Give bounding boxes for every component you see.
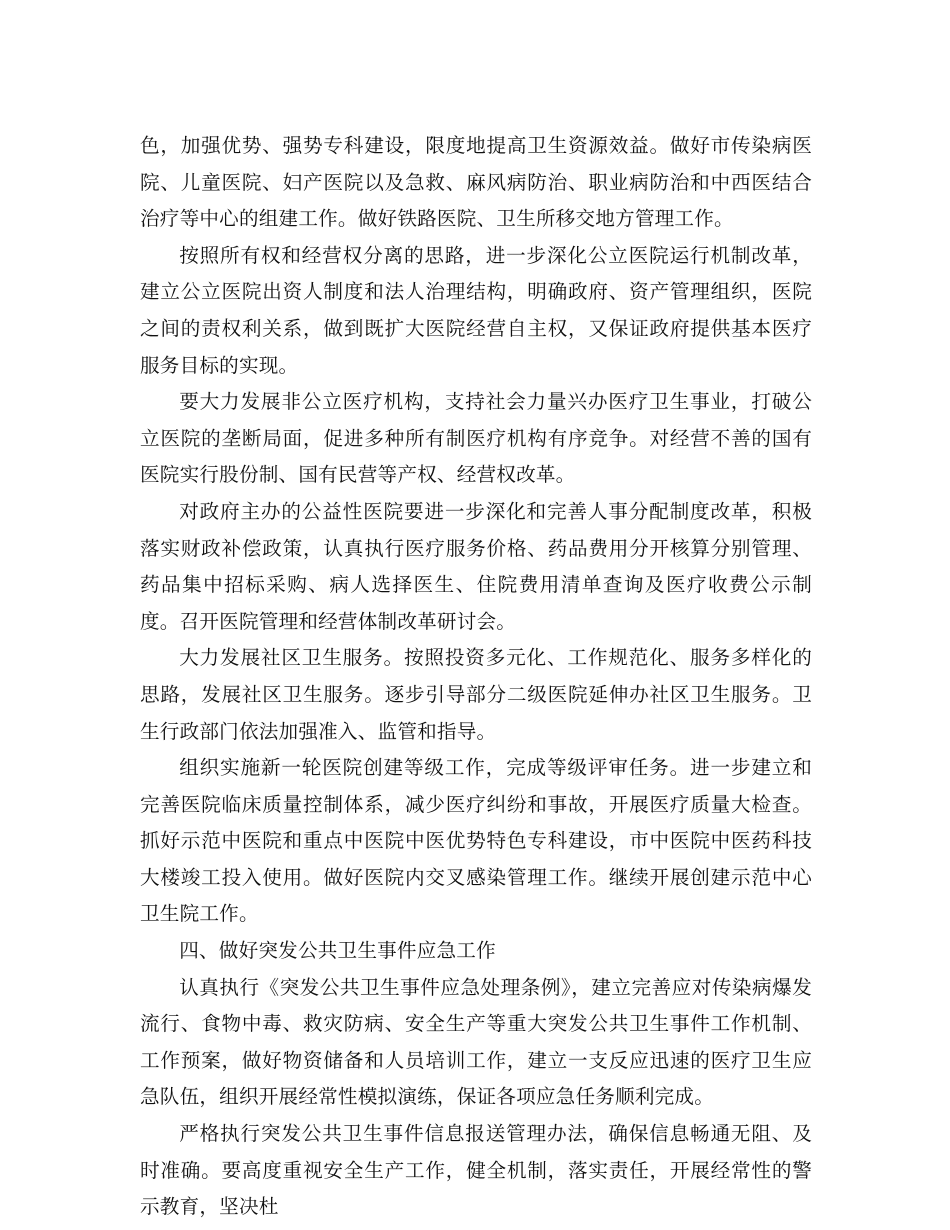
paragraph-6: 组织实施新一轮医院创建等级工作，完成等级评审任务。进一步建立和完善医院临床质量控制体系，减少医疗纠纷和事故，开展医疗质量大检查。抓好示范中医院和重点中医院中医优势特色专科建设，市中医院中医药科技大楼竣工投入使用。做好医院内交叉感染管理工作。继续开展创建示范中心卫生院工作。 [140, 756, 812, 926]
paragraph-3: 要大力发展非公立医疗机构，支持社会力量兴办医疗卫生事业，打破公立医院的垄断局面，促进多种所有制医疗机构有序竞争。对经营不善的国有医院实行股份制、国有民营等产权、经营权改革。 [140, 390, 812, 487]
paragraph-4: 对政府主办的公益性医院要进一步深化和完善人事分配制度改革，积极落实财政补偿政策，认真执行医疗服务价格、药品费用分开核算分别管理、药品集中招标采购、病人选择医生、住院费用清单查询及医疗收费公示制度。召开医院管理和经营体制改革研讨会。 [140, 499, 812, 633]
document-page [140, 128, 812, 1226]
paragraph-5: 大力发展社区卫生服务。按照投资多元化、工作规范化、服务多样化的思路，发展社区卫生服务。逐步引导部分二级医院延伸办社区卫生服务。卫生行政部门依法加强准入、监管和指导。 [140, 646, 812, 743]
paragraph-8: 严格执行突发公共卫生事件信息报送管理办法，确保信息畅通无阻、及时准确。要高度重视安全生产工作，健全机制，落实责任，开展经常性的警示教育，坚决杜 [140, 1122, 812, 1219]
section-heading: 四、做好突发公共卫生事件应急工作 [179, 939, 496, 963]
paragraph-1: 色，加强优势、强势专科建设，限度地提高卫生资源效益。做好市传染病医院、儿童医院、妇产医院以及急救、麻风病防治、职业病防治和中西医结合治疗等中心的组建工作。做好铁路医院、卫生所移交地方管理工作。 [140, 134, 812, 231]
paragraph-7: 认真执行《突发公共卫生事件应急处理条例》，建立完善应对传染病爆发流行、食物中毒、救灾防病、安全生产等重大突发公共卫生事件工作机制、工作预案，做好物资储备和人员培训工作，建立一支反应迅速的医疗卫生应急队伍，组织开展经常性模拟演练，保证各项应急任务顺利完成。 [140, 975, 812, 1109]
paragraph-2: 按照所有权和经营权分离的思路，进一步深化公立医院运行机制改革，建立公立医院出资人制度和法人治理结构，明确政府、资产管理组织，医院之间的责权利关系，做到既扩大医院经营自主权，又保证政府提供基本医疗服务目标的实现。 [140, 243, 812, 377]
